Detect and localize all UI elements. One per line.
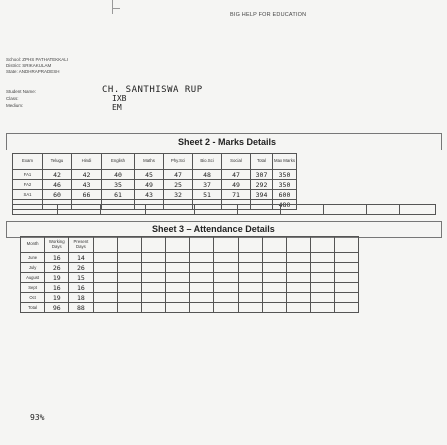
student-name-value: CH. SANTHISWA RUP bbox=[102, 85, 203, 95]
attendance-title: Sheet 3 – Attendance Details bbox=[152, 224, 275, 234]
blank-cell bbox=[117, 237, 141, 253]
month-cell: Oct bbox=[21, 293, 45, 303]
mark-cell: 71 bbox=[222, 190, 251, 200]
mark-cell: 37 bbox=[193, 180, 222, 190]
marks-row bbox=[13, 190, 443, 200]
state-line: State: ANDHRAPRADESH bbox=[6, 69, 60, 75]
blank-cell bbox=[286, 263, 310, 273]
blank-cell bbox=[262, 303, 286, 313]
blank-cell bbox=[286, 303, 310, 313]
blank-cell bbox=[93, 273, 117, 283]
blank-cell bbox=[141, 293, 165, 303]
blank-cell bbox=[262, 273, 286, 283]
blank-cell bbox=[281, 205, 324, 215]
header-english: English bbox=[102, 154, 135, 170]
blank-cell bbox=[335, 293, 359, 303]
blank-cell bbox=[351, 190, 369, 200]
working-days-cell: 16 bbox=[45, 253, 69, 263]
blank-cell bbox=[166, 293, 190, 303]
blank-cell bbox=[333, 170, 351, 180]
blank-cell bbox=[335, 303, 359, 313]
month-cell: July bbox=[21, 263, 45, 273]
blank-cell bbox=[315, 154, 333, 170]
header-present-days: Present Days bbox=[69, 237, 93, 253]
blank-cell bbox=[333, 154, 351, 170]
blank-cell bbox=[387, 170, 443, 180]
mark-cell: 35 bbox=[102, 180, 135, 190]
blank-cell bbox=[13, 205, 58, 215]
blank-cell bbox=[286, 273, 310, 283]
blank-cell bbox=[359, 273, 430, 283]
mark-cell: 40 bbox=[102, 170, 135, 180]
blank-cell bbox=[351, 154, 369, 170]
working-days-cell: 19 bbox=[45, 293, 69, 303]
blank-cell bbox=[311, 263, 335, 273]
blank-cell bbox=[311, 293, 335, 303]
blank-cell bbox=[117, 273, 141, 283]
blank-cell bbox=[359, 237, 430, 253]
blank-cell bbox=[262, 237, 286, 253]
blank-cell bbox=[297, 170, 315, 180]
school-line: School: ZPHS PATHATEKKALI bbox=[6, 57, 69, 62]
blank-cell bbox=[166, 303, 190, 313]
blank-cell bbox=[214, 237, 238, 253]
blank-cell bbox=[214, 303, 238, 313]
blank-cell bbox=[311, 253, 335, 263]
blank-cell bbox=[117, 303, 141, 313]
header-maths: Maths bbox=[135, 154, 164, 170]
blank-cell bbox=[335, 237, 359, 253]
blank-cell bbox=[93, 263, 117, 273]
present-days-cell: 16 bbox=[69, 283, 93, 293]
mark-cell: 51 bbox=[193, 190, 222, 200]
mark-cell: 42 bbox=[72, 170, 102, 180]
blank-cell bbox=[100, 205, 145, 215]
blank-cell bbox=[214, 283, 238, 293]
blank-cell bbox=[214, 263, 238, 273]
blank-cell bbox=[369, 190, 387, 200]
exam-cell: FA1 bbox=[13, 170, 43, 180]
attendance-total-row bbox=[21, 303, 430, 313]
attendance-row bbox=[21, 283, 430, 293]
blank-cell bbox=[117, 253, 141, 263]
present-days-cell: 15 bbox=[69, 273, 93, 283]
blank-cell bbox=[286, 237, 310, 253]
mark-cell: 60 bbox=[43, 190, 72, 200]
header-max-marks: Max Marks bbox=[273, 154, 297, 170]
blank-cell bbox=[367, 205, 400, 215]
mark-cell: 47 bbox=[222, 170, 251, 180]
blank-cell bbox=[311, 283, 335, 293]
blank-cell bbox=[359, 293, 430, 303]
present-days-cell: 26 bbox=[69, 263, 93, 273]
mark-cell: 47 bbox=[164, 170, 193, 180]
working-days-cell: 19 bbox=[45, 273, 69, 283]
marks-header-row bbox=[13, 154, 443, 170]
blank-cell bbox=[141, 253, 165, 263]
blank-cell bbox=[297, 190, 315, 200]
blank-cell bbox=[93, 303, 117, 313]
class-value: IXB bbox=[112, 94, 127, 103]
blank-cell bbox=[237, 205, 280, 215]
mark-cell: 32 bbox=[164, 190, 193, 200]
header-exam: Exam bbox=[13, 154, 43, 170]
blank-cell bbox=[359, 263, 430, 273]
mark-cell: 43 bbox=[135, 190, 164, 200]
blank-cell bbox=[190, 293, 214, 303]
blank-cell bbox=[311, 303, 335, 313]
attendance-row bbox=[21, 253, 430, 263]
working-days-cell: 16 bbox=[45, 283, 69, 293]
blank-cell bbox=[369, 170, 387, 180]
blank-cell bbox=[311, 273, 335, 283]
month-cell: August bbox=[21, 273, 45, 283]
mark-cell: 49 bbox=[135, 180, 164, 190]
blank-cell bbox=[297, 180, 315, 190]
blank-cell bbox=[359, 283, 430, 293]
header-hindi: Hindi bbox=[72, 154, 102, 170]
blank-cell bbox=[145, 205, 194, 215]
banner-text: BIG HELP FOR EDUCATION bbox=[230, 12, 307, 18]
blank-cell bbox=[324, 205, 367, 215]
mark-cell: 66 bbox=[72, 190, 102, 200]
blank-cell bbox=[333, 180, 351, 190]
attendance-row bbox=[21, 273, 430, 283]
mark-cell: 45 bbox=[135, 170, 164, 180]
mark-cell: 42 bbox=[43, 170, 72, 180]
blank-cell bbox=[262, 283, 286, 293]
attendance-header-row bbox=[21, 237, 430, 253]
blank-cell bbox=[141, 237, 165, 253]
blank-cell bbox=[166, 263, 190, 273]
mark-cell: 49 bbox=[222, 180, 251, 190]
blank-cell bbox=[262, 293, 286, 303]
header-month: Month bbox=[21, 237, 45, 253]
month-cell: June bbox=[21, 253, 45, 263]
mark-cell: 25 bbox=[164, 180, 193, 190]
month-cell: Total bbox=[21, 303, 45, 313]
marks-row bbox=[13, 170, 443, 180]
exam-cell: FA2 bbox=[13, 180, 43, 190]
marks-title: Sheet 2 - Marks Details bbox=[178, 137, 277, 147]
blank-cell bbox=[93, 283, 117, 293]
blank-cell bbox=[315, 170, 333, 180]
district-line: District: SRIKAKULAM bbox=[6, 63, 52, 69]
blank-cell bbox=[351, 180, 369, 190]
blank-cell bbox=[214, 273, 238, 283]
mark-cell: 46 bbox=[43, 180, 72, 190]
max-marks-cell: 350 bbox=[273, 180, 297, 190]
blank-cell bbox=[238, 283, 262, 293]
blank-cell bbox=[93, 293, 117, 303]
blank-cell bbox=[141, 263, 165, 273]
blank-cell bbox=[238, 263, 262, 273]
blank-cell bbox=[238, 293, 262, 303]
blank-cell bbox=[286, 293, 310, 303]
student-name-label: Student Name: bbox=[6, 89, 37, 94]
mark-cell: 43 bbox=[72, 180, 102, 190]
blank-cell bbox=[214, 253, 238, 263]
blank-cell bbox=[190, 237, 214, 253]
blank-cell bbox=[194, 205, 237, 215]
blank-cell bbox=[315, 190, 333, 200]
max-marks-cell: 480 bbox=[273, 200, 297, 210]
blank-cell bbox=[166, 237, 190, 253]
blank-row bbox=[13, 205, 436, 215]
blank-cell bbox=[400, 205, 436, 215]
header-social: Social bbox=[222, 154, 251, 170]
blank-cell bbox=[190, 253, 214, 263]
mark-cell: 61 bbox=[102, 190, 135, 200]
blank-cell bbox=[214, 293, 238, 303]
present-days-total: 88 bbox=[69, 303, 93, 313]
blank-cell bbox=[238, 253, 262, 263]
blank-cell bbox=[335, 263, 359, 273]
present-days-cell: 18 bbox=[69, 293, 93, 303]
blank-cell bbox=[141, 283, 165, 293]
working-days-cell: 26 bbox=[45, 263, 69, 273]
blank-cell bbox=[351, 170, 369, 180]
blank-cell bbox=[359, 253, 430, 263]
blank-cell bbox=[333, 190, 351, 200]
blank-cell bbox=[93, 253, 117, 263]
total-cell: 394 bbox=[251, 190, 273, 200]
total-cell: 307 bbox=[251, 170, 273, 180]
blank-cell bbox=[141, 303, 165, 313]
fold-mark bbox=[112, 0, 119, 14]
month-cell: Sept bbox=[21, 283, 45, 293]
blank-cell bbox=[262, 263, 286, 273]
blank-cell bbox=[335, 273, 359, 283]
header-total: Total bbox=[251, 154, 273, 170]
blank-cell bbox=[141, 273, 165, 283]
marks-row bbox=[13, 180, 443, 190]
blank-cell bbox=[190, 303, 214, 313]
medium-value: EM bbox=[112, 103, 122, 112]
blank-cell bbox=[286, 283, 310, 293]
max-marks-cell: 600 bbox=[273, 190, 297, 200]
blank-cell bbox=[387, 154, 443, 170]
blank-cell bbox=[117, 293, 141, 303]
blank-cell bbox=[166, 253, 190, 263]
max-marks-cell: 350 bbox=[273, 170, 297, 180]
blank-cell bbox=[369, 154, 387, 170]
marks-blank-rows bbox=[12, 204, 436, 215]
attendance-row bbox=[21, 263, 430, 273]
blank-cell bbox=[166, 283, 190, 293]
blank-cell bbox=[262, 253, 286, 263]
school-info bbox=[6, 57, 68, 76]
header-working-days: Working Days bbox=[45, 237, 69, 253]
class-label: Class: bbox=[6, 96, 19, 101]
marks-table bbox=[12, 153, 443, 210]
blank-cell bbox=[335, 283, 359, 293]
blank-cell bbox=[190, 263, 214, 273]
blank-cell bbox=[238, 303, 262, 313]
header-telugu: Telugu bbox=[43, 154, 72, 170]
blank-cell bbox=[369, 180, 387, 190]
blank-cell bbox=[335, 253, 359, 263]
blank-cell bbox=[286, 253, 310, 263]
blank-cell bbox=[57, 205, 100, 215]
blank-cell bbox=[297, 154, 315, 170]
mark-cell: 48 bbox=[193, 170, 222, 180]
attendance-percentage: 93% bbox=[30, 413, 45, 422]
attendance-row bbox=[21, 293, 430, 303]
working-days-total: 96 bbox=[45, 303, 69, 313]
header-physci: Phy.Sci bbox=[164, 154, 193, 170]
blank-cell bbox=[238, 237, 262, 253]
blank-cell bbox=[93, 237, 117, 253]
blank-cell bbox=[315, 180, 333, 190]
attendance-table bbox=[20, 236, 430, 313]
blank-cell bbox=[311, 237, 335, 253]
blank-cell bbox=[117, 283, 141, 293]
present-days-cell: 14 bbox=[69, 253, 93, 263]
blank-cell bbox=[117, 263, 141, 273]
header-biosci: Bio.Sci bbox=[193, 154, 222, 170]
blank-cell bbox=[238, 273, 262, 283]
total-cell: 292 bbox=[251, 180, 273, 190]
exam-cell: SA1 bbox=[13, 190, 43, 200]
blank-cell bbox=[190, 273, 214, 283]
blank-cell bbox=[359, 303, 430, 313]
blank-cell bbox=[190, 283, 214, 293]
blank-cell bbox=[387, 190, 443, 200]
medium-label: Medium: bbox=[6, 103, 24, 108]
blank-cell bbox=[387, 180, 443, 190]
blank-cell bbox=[166, 273, 190, 283]
